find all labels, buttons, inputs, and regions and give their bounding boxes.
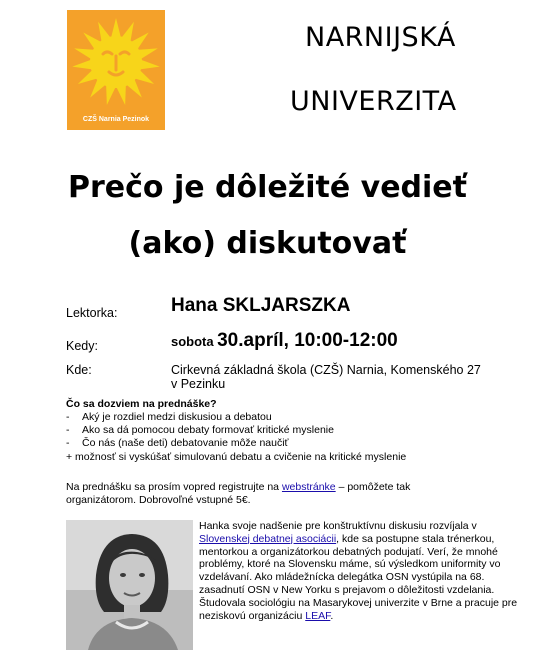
leaf-link[interactable]: LEAF xyxy=(305,609,331,622)
lecturer-photo xyxy=(66,520,193,650)
lecturer-name: Hana SKLJARSZKA xyxy=(171,295,351,316)
where-line-2: v Pezinku xyxy=(171,377,226,391)
registration-line-1: Na prednášku sa prosím vopred registrujte na webstránke – pomôžete tak xyxy=(66,481,411,493)
sda-link[interactable]: Slovenskej debatnej asociácii xyxy=(199,532,337,545)
lecture-title-line-2: (ako) diskutovať xyxy=(128,226,407,261)
registration-line-2: organizátorom. Dobrovoľné vstupné 5€. xyxy=(66,494,251,506)
portrait-image xyxy=(66,520,193,650)
lion-icon xyxy=(67,10,165,130)
about-heading: Čo sa dozviem na prednáške? xyxy=(66,398,217,410)
when-value xyxy=(171,330,398,352)
when-date: 30.apríl, 10:00-12:00 xyxy=(217,330,398,351)
list-item: - Ako sa dá pomocou debaty formovať kritické myslenie xyxy=(66,424,334,436)
lecture-title-line-1: Prečo je dôležité vedieť xyxy=(68,170,467,205)
when-day: sobota xyxy=(171,334,214,349)
list-item: - Čo nás (naše deti) debatovanie môže naučiť xyxy=(66,437,289,449)
where-label: Kde: xyxy=(66,363,92,377)
about-extra: + možnosť si vyskúšať simulovanú debatu a cvičenie na kritické myslenie xyxy=(66,451,407,463)
header-line-1: NARNIJSKÁ xyxy=(305,22,456,53)
logo-text: CZŠ Narnia Pezinok xyxy=(82,116,150,123)
where-line-1: Cirkevná základná škola (CZŠ) Narnia, Komenského 27 xyxy=(171,363,481,377)
when-label: Kedy: xyxy=(66,339,98,353)
about-list xyxy=(66,411,334,450)
lecturer-label: Lektorka: xyxy=(66,306,118,320)
website-link[interactable]: webstránke xyxy=(281,481,336,493)
lecturer-bio: Hanka svoje nadšenie pre konštruktívnu diskusiu rozvíjala v Slovenskej debatnej asociácii, kde sa postupne stala trénerkou, mentorkou a organizátorkou debatných podujatí. Verí, že mnohé problémy, ktoré na Slovensku máme, sú výsledkom uniformity vo vzdelávaní. Ako mládežnícka delegátka OSN vystúpila na 68. zasadnutí OSN v New Yorku s prejavom o dôležitosti vzdelania. Študovala sociológiu na Masarykovej univerzite v Brne a pracuje pre neziskovú organizáciu LEAF. xyxy=(199,520,518,622)
list-item: - Aký je rozdiel medzi diskusiou a debatou xyxy=(66,411,272,423)
narnia-logo xyxy=(67,10,165,130)
header-line-2: UNIVERZITA xyxy=(290,86,457,117)
